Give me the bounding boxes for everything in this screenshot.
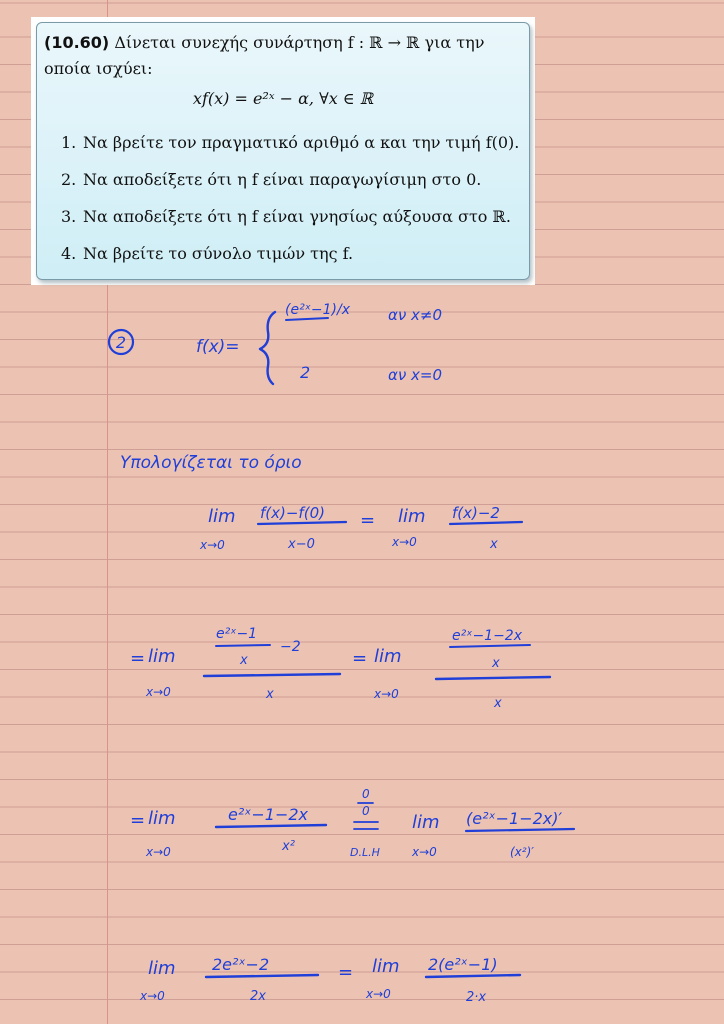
l2b-inner-fraction-bar xyxy=(450,645,530,647)
l3-numerator: e²ˣ−1−2x xyxy=(228,805,308,824)
lim-2: lim xyxy=(398,506,426,527)
item-number: 3. xyxy=(61,207,77,226)
l4-denominator: 2x xyxy=(250,989,266,1004)
lim-1: lim xyxy=(208,506,236,527)
lim-5: lim xyxy=(148,808,176,829)
piecewise-brace xyxy=(260,312,275,384)
item-number: 1. xyxy=(61,133,77,152)
item-text: Να βρείτε τον πραγματικό αριθμό α και την τιμή f(0). xyxy=(83,133,520,152)
lim-sub-8: x→0 xyxy=(366,987,391,1001)
equals-sign: = xyxy=(130,810,146,831)
equals-sign: = xyxy=(338,962,354,983)
lim-sub-3: x→0 xyxy=(146,685,171,699)
case1-fraction-bar xyxy=(286,318,328,320)
l3-denominator: x² xyxy=(282,839,295,854)
case1-numerator: (e²ˣ−1)/x xyxy=(285,302,351,318)
l2b-top: e²ˣ−1−2x xyxy=(452,628,522,644)
l2-inner-fraction-bar xyxy=(216,645,270,646)
lim-3: lim xyxy=(148,646,176,667)
item-text: Να αποδείξετε ότι η f είναι γνησίως αύξουσα στο ℝ. xyxy=(83,207,511,226)
case1-condition: αν x≠0 xyxy=(388,306,443,324)
lim-sub-6: x→0 xyxy=(412,845,437,859)
problem-number: (10.60) xyxy=(44,33,110,52)
l3-fraction-bar xyxy=(216,825,326,827)
marker-number: 2 xyxy=(115,333,127,352)
l1-denominator: x−0 xyxy=(288,537,315,552)
problem-equation: xf(x) = e²ˣ − α, ∀x ∈ ℝ xyxy=(192,89,374,108)
lim-sub-5: x→0 xyxy=(146,845,171,859)
l1b-numerator: f(x)−2 xyxy=(452,504,500,522)
case2-condition: αν x=0 xyxy=(388,366,443,384)
item-number: 4. xyxy=(61,244,77,263)
lim-7: lim xyxy=(148,958,176,979)
equals-sign: = xyxy=(360,510,376,531)
l3b-denominator: (x²)′ xyxy=(510,845,534,859)
lim-sub-2: x→0 xyxy=(392,535,417,549)
l2b-fraction-bar xyxy=(436,677,550,679)
l4b-denominator: 2·x xyxy=(466,990,487,1005)
limit-heading: Υπολογίζεται το όριο xyxy=(120,453,302,473)
fdef-lhs: f(x)= xyxy=(196,337,240,357)
l2-minus-two: −2 xyxy=(280,639,301,655)
l4-fraction-bar xyxy=(206,975,318,977)
l1-fraction-bar xyxy=(258,522,346,524)
l2b-denominator: x xyxy=(494,696,502,711)
problem-intro-text: Δίνεται συνεχής συνάρτηση f : ℝ → ℝ για την οποία ισχύει: xyxy=(44,33,485,78)
lim-sub-1: x→0 xyxy=(200,538,225,552)
lim-sub-7: x→0 xyxy=(140,989,165,1003)
lhopital-note: D.L.H xyxy=(350,846,380,859)
l3b-fraction-bar xyxy=(466,829,574,831)
l2-inner-numerator: e²ˣ−1 xyxy=(216,626,258,642)
l2-fraction-bar xyxy=(204,674,340,676)
indeterminate-top: 0 xyxy=(362,787,370,801)
l1b-fraction-bar xyxy=(450,522,522,524)
lim-6: lim xyxy=(412,812,440,833)
l2-denominator: x xyxy=(266,687,274,702)
equals-sign: = xyxy=(130,648,146,669)
item-text: Να βρείτε το σύνολο τιμών της f. xyxy=(83,244,354,263)
equals-sign: = xyxy=(352,648,368,669)
indeterminate-bottom: 0 xyxy=(362,804,370,818)
lim-4: lim xyxy=(374,646,402,667)
l4b-fraction-bar xyxy=(426,975,520,977)
lim-sub-4: x→0 xyxy=(374,687,399,701)
l2-inner-denominator: x xyxy=(240,653,248,668)
l2b-mid: x xyxy=(492,656,500,671)
l3b-numerator: (e²ˣ−1−2x)′ xyxy=(466,809,563,828)
l1-numerator: f(x)−f(0) xyxy=(260,504,325,522)
l1b-denominator: x xyxy=(490,537,498,552)
case2-value: 2 xyxy=(300,363,311,382)
l4-numerator: 2e²ˣ−2 xyxy=(212,955,270,974)
item-number: 2. xyxy=(61,170,77,189)
lim-8: lim xyxy=(372,956,400,977)
l4b-numerator: 2(e²ˣ−1) xyxy=(428,955,498,974)
item-text: Να αποδείξετε ότι η f είναι παραγωγίσιμη στο 0. xyxy=(83,170,482,189)
